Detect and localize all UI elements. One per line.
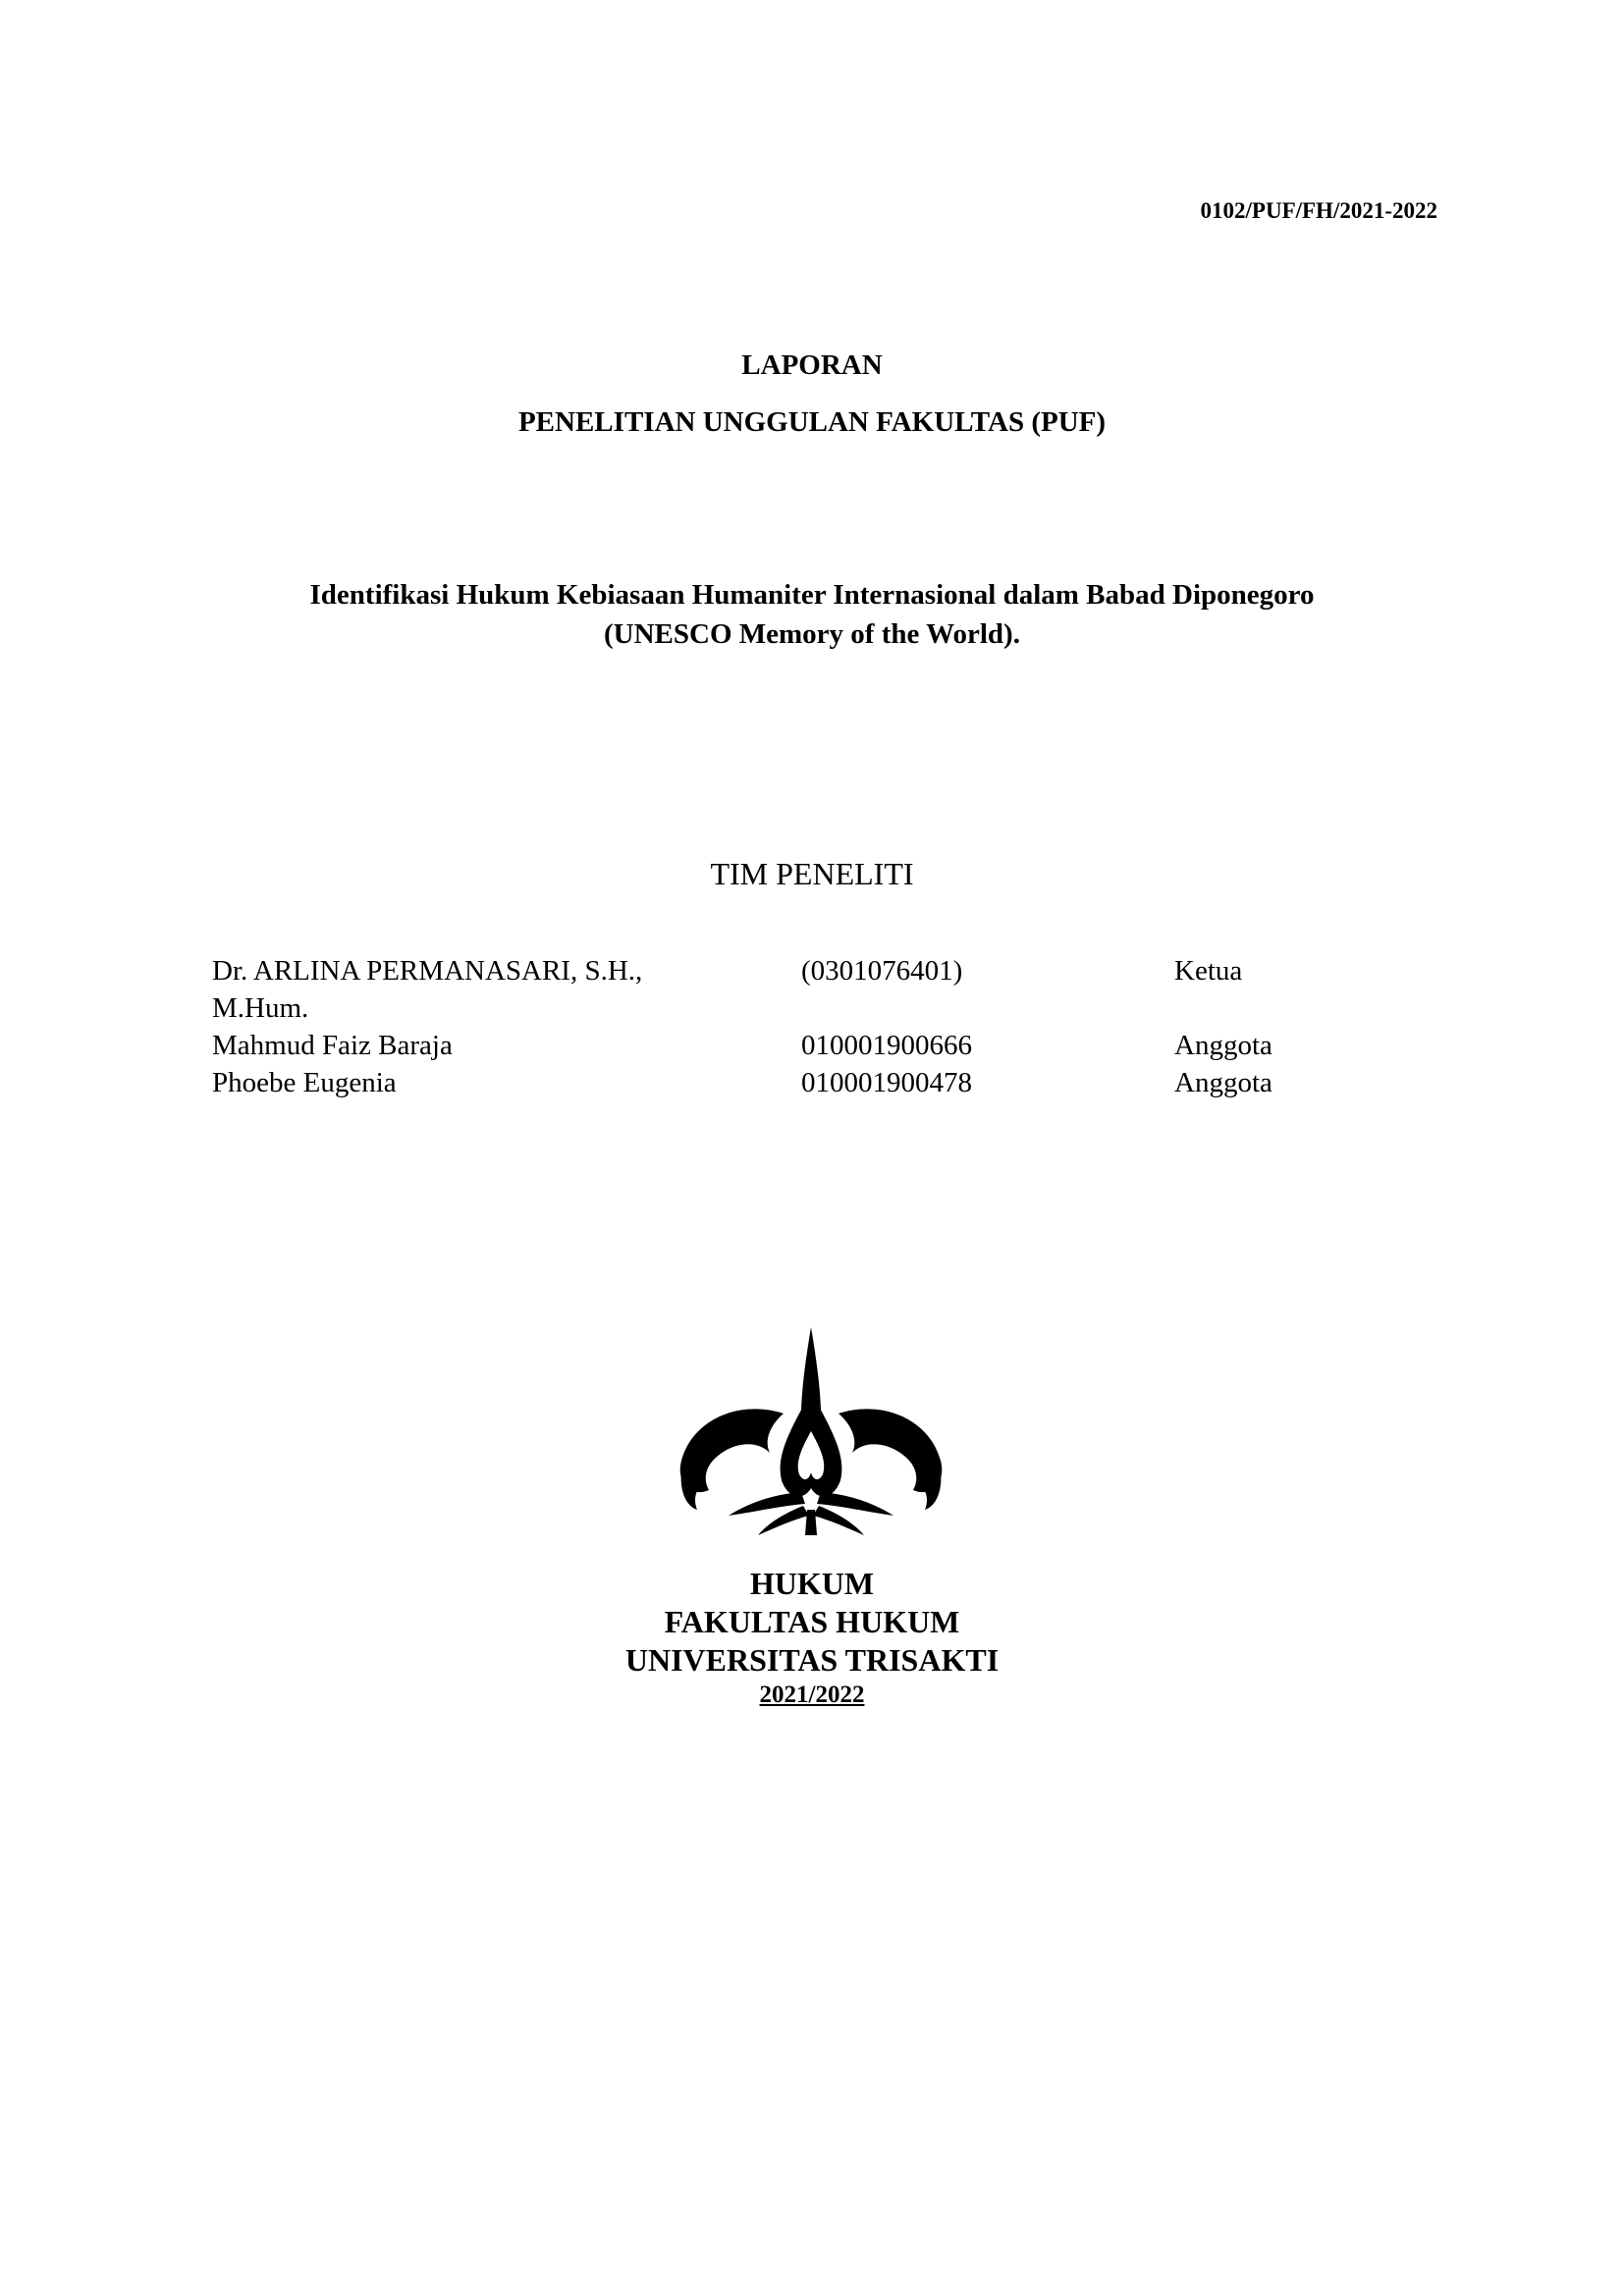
member-name-line-2: M.Hum. bbox=[212, 992, 309, 1024]
research-subject-line-1: Identifikasi Hukum Kebiasaan Humaniter Internasional dalam Babad Diponegoro bbox=[309, 579, 1315, 611]
academic-year: 2021/2022 bbox=[759, 1682, 865, 1708]
institution-line-1: HUKUM bbox=[749, 1566, 875, 1601]
team-member-row bbox=[212, 1027, 1371, 1064]
member-name-line-1: Dr. ARLINA PERMANASARI, S.H., bbox=[212, 955, 643, 987]
member-name bbox=[212, 952, 801, 1027]
team-member-list bbox=[212, 952, 1371, 1101]
report-title: LAPORAN bbox=[741, 349, 883, 381]
research-subject bbox=[0, 575, 1624, 654]
research-subject-line-2: (UNESCO Memory of the World). bbox=[604, 618, 1020, 650]
member-id: (0301076401) bbox=[801, 955, 963, 987]
member-role: Anggota bbox=[1174, 1030, 1272, 1061]
institution-line-2: FAKULTAS HUKUM bbox=[664, 1604, 960, 1639]
institution-line-3: UNIVERSITAS TRISAKTI bbox=[624, 1642, 1000, 1678]
institution-block bbox=[0, 1565, 1624, 1711]
team-member-row bbox=[212, 952, 1371, 1027]
member-id: 010001900478 bbox=[801, 1067, 972, 1098]
member-id: 010001900666 bbox=[801, 1030, 972, 1061]
document-number: 0102/PUF/FH/2021-2022 bbox=[1200, 198, 1437, 223]
trisakti-university-emblem-icon bbox=[674, 1323, 948, 1539]
member-role: Ketua bbox=[1174, 955, 1243, 987]
team-heading: TIM PENELITI bbox=[710, 856, 914, 891]
team-member-row bbox=[212, 1064, 1371, 1101]
report-subtitle: PENELITIAN UNGGULAN FAKULTAS (PUF) bbox=[517, 406, 1107, 438]
member-name: Phoebe Eugenia bbox=[212, 1067, 397, 1098]
member-role: Anggota bbox=[1174, 1067, 1272, 1098]
member-name: Mahmud Faiz Baraja bbox=[212, 1030, 453, 1061]
